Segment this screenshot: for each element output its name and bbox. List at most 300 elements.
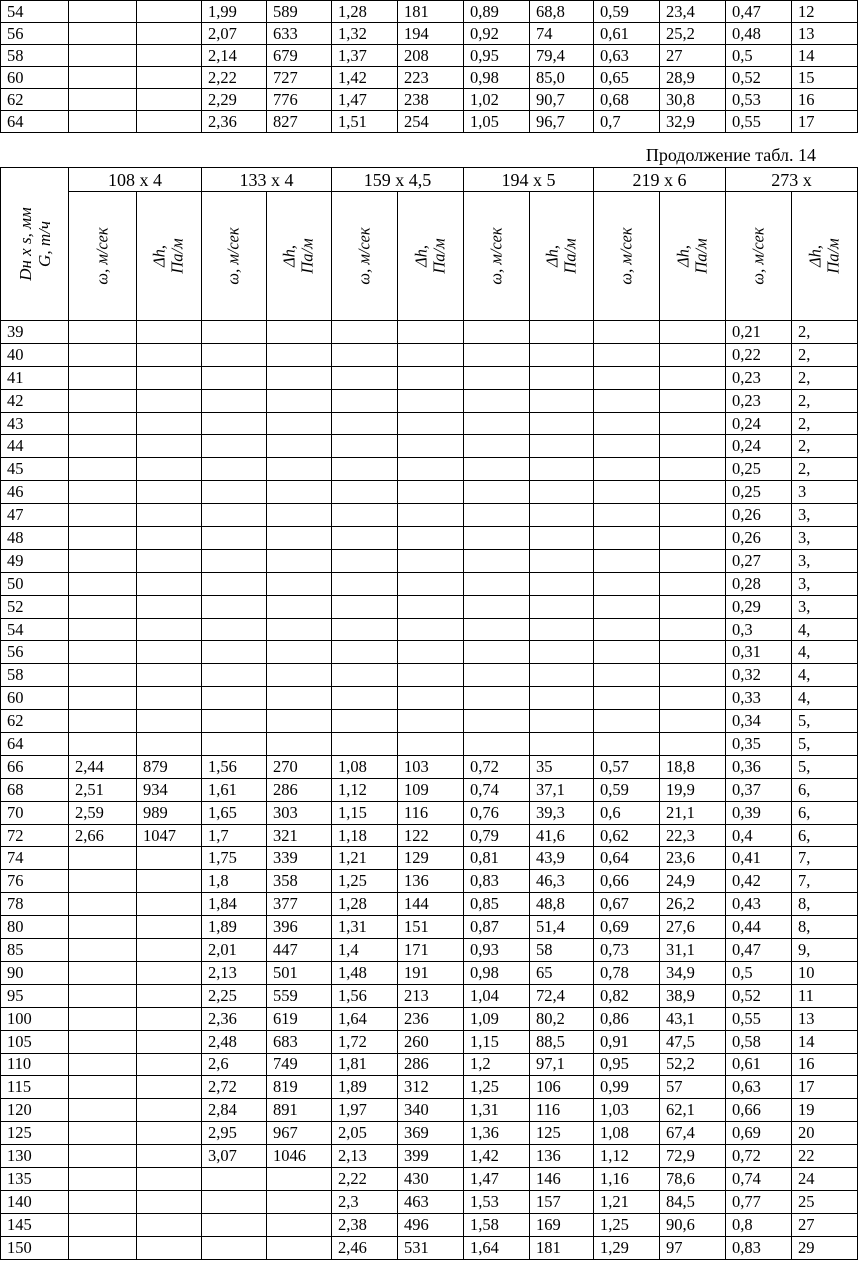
pressure-drop-cell (398, 733, 464, 756)
pipe-size-133: 133 х 4 (202, 168, 332, 192)
pressure-drop-cell (398, 618, 464, 641)
velocity-cell (69, 641, 137, 664)
flow-rate-cell: 68 (1, 778, 69, 801)
pressure-drop-cell (267, 321, 332, 344)
velocity-cell: 1,25 (464, 1076, 530, 1099)
pressure-drop-cell (137, 1, 202, 23)
table-row (1, 801, 858, 824)
velocity-cell (202, 1236, 267, 1259)
velocity-cell (332, 549, 398, 572)
pressure-drop-cell: 749 (267, 1053, 332, 1076)
pressure-drop-unit: Па/м (560, 238, 580, 274)
velocity-cell: 1,89 (202, 916, 267, 939)
flow-rate-cell: 62 (1, 710, 69, 733)
velocity-cell: 1,53 (464, 1190, 530, 1213)
velocity-cell: 0,8 (726, 1213, 792, 1236)
pressure-drop-cell (660, 504, 726, 527)
pressure-drop-cell: 84,5 (660, 1190, 726, 1213)
pressure-drop-cell (137, 89, 202, 111)
flow-rate-cell: 95 (1, 984, 69, 1007)
velocity-cell: 0,86 (594, 1007, 660, 1030)
velocity-cell: 0,85 (464, 893, 530, 916)
velocity-cell (594, 664, 660, 687)
velocity-cell: 0,98 (464, 961, 530, 984)
pressure-drop-cell: 10 (792, 961, 858, 984)
pressure-drop-cell: 78,6 (660, 1167, 726, 1190)
pressure-drop-cell: 208 (398, 45, 464, 67)
table-row (1, 343, 858, 366)
flow-rate-cell: 64 (1, 111, 69, 133)
pressure-drop-cell: 463 (398, 1190, 464, 1213)
velocity-cell: 2,66 (69, 824, 137, 847)
velocity-cell (69, 1, 137, 23)
pressure-drop-cell: 17 (792, 111, 858, 133)
pressure-drop-cell: 32,9 (660, 111, 726, 133)
velocity-label: ω, м/сек (486, 227, 506, 285)
velocity-cell: 0,39 (726, 801, 792, 824)
pressure-drop-cell (530, 389, 594, 412)
table-row (1, 89, 858, 111)
pressure-drop-cell: 169 (530, 1213, 594, 1236)
pressure-drop-cell: 194 (398, 23, 464, 45)
pressure-drop-cell: 321 (267, 824, 332, 847)
velocity-cell (202, 664, 267, 687)
velocity-cell: 2,36 (202, 1007, 267, 1030)
pressure-drop-cell: 171 (398, 939, 464, 962)
pressure-drop-cell: 827 (267, 111, 332, 133)
velocity-cell (69, 23, 137, 45)
pressure-drop-cell: 106 (530, 1076, 594, 1099)
flow-rate-cell: 120 (1, 1099, 69, 1122)
table-row (1, 1, 858, 23)
pressure-drop-cell: 679 (267, 45, 332, 67)
flow-rate-cell: 76 (1, 870, 69, 893)
velocity-cell: 2,22 (332, 1167, 398, 1190)
velocity-cell (202, 435, 267, 458)
pressure-drop-cell (137, 1053, 202, 1076)
table-row (1, 687, 858, 710)
pressure-drop-cell: 213 (398, 984, 464, 1007)
pressure-drop-cell: 260 (398, 1030, 464, 1053)
velocity-cell (464, 527, 530, 550)
table-row (1, 1099, 858, 1122)
pressure-drop-cell: 46,3 (530, 870, 594, 893)
velocity-cell (69, 1007, 137, 1030)
velocity-cell: 1,7 (202, 824, 267, 847)
velocity-cell: 1,15 (332, 801, 398, 824)
velocity-cell: 1,28 (332, 1, 398, 23)
velocity-cell: 1,18 (332, 824, 398, 847)
velocity-cell: 0,52 (726, 67, 792, 89)
velocity-cell (464, 664, 530, 687)
velocity-cell (332, 321, 398, 344)
pressure-drop-cell (137, 687, 202, 710)
pressure-drop-cell: 989 (137, 801, 202, 824)
flow-rate-cell: 60 (1, 67, 69, 89)
pressure-drop-cell (137, 664, 202, 687)
pipe-size-273: 273 х (726, 168, 858, 192)
pressure-drop-cell: 619 (267, 1007, 332, 1030)
velocity-cell (594, 595, 660, 618)
pressure-drop-cell: 23,4 (660, 1, 726, 23)
pressure-drop-cell: 6, (792, 824, 858, 847)
velocity-cell: 0,89 (464, 1, 530, 23)
units-header-row (1, 192, 858, 321)
pressure-drop-cell (530, 435, 594, 458)
velocity-cell (594, 710, 660, 733)
velocity-cell: 0,26 (726, 504, 792, 527)
pressure-drop-cell (137, 1213, 202, 1236)
pressure-drop-cell (530, 458, 594, 481)
velocity-cell (69, 870, 137, 893)
pressure-drop-cell (660, 549, 726, 572)
pressure-drop-cell (137, 893, 202, 916)
pressure-drop-cell: 24 (792, 1167, 858, 1190)
pressure-drop-cell: 3 (792, 481, 858, 504)
pressure-drop-cell: 967 (267, 1122, 332, 1145)
pressure-drop-cell (137, 366, 202, 389)
pressure-drop-cell: 74 (530, 23, 594, 45)
velocity-cell: 1,56 (202, 755, 267, 778)
pressure-drop-cell: 3, (792, 527, 858, 550)
velocity-cell: 0,22 (726, 343, 792, 366)
pressure-drop-cell: 97 (660, 1236, 726, 1259)
pressure-drop-cell: 103 (398, 755, 464, 778)
pressure-drop-cell (137, 23, 202, 45)
pressure-drop-cell: 41,6 (530, 824, 594, 847)
velocity-cell: 0,69 (594, 916, 660, 939)
pressure-drop-cell (137, 458, 202, 481)
pressure-drop-cell: 26,2 (660, 893, 726, 916)
table-row (1, 1030, 858, 1053)
pressure-drop-cell (660, 481, 726, 504)
velocity-cell: 3,07 (202, 1145, 267, 1168)
pressure-drop-cell: 25 (792, 1190, 858, 1213)
pressure-drop-cell: 303 (267, 801, 332, 824)
velocity-cell: 2,01 (202, 939, 267, 962)
velocity-cell: 1,36 (464, 1122, 530, 1145)
velocity-cell: 0,29 (726, 595, 792, 618)
pressure-drop-cell (267, 1167, 332, 1190)
pressure-drop-cell: 7, (792, 847, 858, 870)
pressure-drop-cell: 21,1 (660, 801, 726, 824)
pressure-drop-cell (398, 389, 464, 412)
velocity-cell (69, 664, 137, 687)
table-row (1, 45, 858, 67)
pressure-drop-cell: 52,2 (660, 1053, 726, 1076)
velocity-cell: 1,42 (464, 1145, 530, 1168)
velocity-cell (69, 847, 137, 870)
pipe-size-219: 219 х 6 (594, 168, 726, 192)
pressure-drop-cell (660, 687, 726, 710)
velocity-cell: 1,31 (332, 916, 398, 939)
velocity-cell (594, 481, 660, 504)
velocity-cell: 1,25 (332, 870, 398, 893)
velocity-cell: 0,64 (594, 847, 660, 870)
pressure-drop-cell: 340 (398, 1099, 464, 1122)
flow-rate-cell: 54 (1, 1, 69, 23)
pressure-drop-cell: 24,9 (660, 870, 726, 893)
table-caption: Продолжение табл. 14 (645, 145, 816, 165)
table-row (1, 1053, 858, 1076)
velocity-cell (202, 572, 267, 595)
velocity-cell: 0,53 (726, 89, 792, 111)
pressure-drop-cell: 85,0 (530, 67, 594, 89)
velocity-header (332, 192, 398, 321)
table-row (1, 1167, 858, 1190)
velocity-cell (594, 687, 660, 710)
velocity-cell: 0,26 (726, 527, 792, 550)
pressure-drop-cell: 633 (267, 23, 332, 45)
pressure-drop-cell (137, 549, 202, 572)
pressure-drop-cell: 116 (530, 1099, 594, 1122)
velocity-cell: 0,83 (726, 1236, 792, 1259)
velocity-cell (69, 527, 137, 550)
pressure-drop-cell: 819 (267, 1076, 332, 1099)
pressure-drop-cell (137, 412, 202, 435)
velocity-cell: 1,05 (464, 111, 530, 133)
velocity-cell (69, 89, 137, 111)
velocity-cell (202, 1190, 267, 1213)
pressure-drop-cell (398, 595, 464, 618)
pressure-drop-cell: 90,6 (660, 1213, 726, 1236)
velocity-cell: 0,98 (464, 67, 530, 89)
pressure-drop-cell (530, 618, 594, 641)
pressure-drop-cell (398, 687, 464, 710)
velocity-cell (464, 618, 530, 641)
velocity-cell (202, 481, 267, 504)
pressure-drop-cell (398, 572, 464, 595)
pressure-drop-cell: 6, (792, 778, 858, 801)
velocity-cell (69, 1053, 137, 1076)
velocity-cell (332, 366, 398, 389)
pressure-drop-cell: 72,4 (530, 984, 594, 1007)
pressure-drop-cell: 28,9 (660, 67, 726, 89)
velocity-cell: 0,3 (726, 618, 792, 641)
velocity-cell (594, 412, 660, 435)
pressure-drop-cell: 136 (398, 870, 464, 893)
velocity-cell: 0,4 (726, 824, 792, 847)
pressure-drop-cell: 2, (792, 435, 858, 458)
flow-rate-cell: 90 (1, 961, 69, 984)
velocity-cell: 1,58 (464, 1213, 530, 1236)
velocity-cell: 0,61 (594, 23, 660, 45)
velocity-cell: 0,93 (464, 939, 530, 962)
velocity-cell: 0,62 (594, 824, 660, 847)
velocity-cell: 1,64 (332, 1007, 398, 1030)
velocity-cell (594, 572, 660, 595)
flow-rate-cell: 140 (1, 1190, 69, 1213)
velocity-cell (594, 641, 660, 664)
velocity-cell: 0,25 (726, 458, 792, 481)
pressure-drop-cell: 2, (792, 366, 858, 389)
velocity-cell: 0,36 (726, 755, 792, 778)
pressure-drop-cell: 6, (792, 801, 858, 824)
table-row (1, 572, 858, 595)
pressure-drop-cell (137, 481, 202, 504)
pressure-drop-cell (660, 343, 726, 366)
velocity-cell: 1,08 (594, 1122, 660, 1145)
pressure-drop-cell: 125 (530, 1122, 594, 1145)
velocity-cell: 0,35 (726, 733, 792, 756)
flow-rate-cell: 130 (1, 1145, 69, 1168)
pressure-drop-cell: 30,8 (660, 89, 726, 111)
velocity-cell (332, 481, 398, 504)
pressure-drop-cell: 48,8 (530, 893, 594, 916)
pressure-drop-cell: 39,3 (530, 801, 594, 824)
pressure-drop-cell (137, 1145, 202, 1168)
velocity-cell: 2,6 (202, 1053, 267, 1076)
pressure-drop-header (530, 192, 594, 321)
pressure-drop-cell: 25,2 (660, 23, 726, 45)
velocity-cell: 1,16 (594, 1167, 660, 1190)
pressure-drop-cell (137, 67, 202, 89)
velocity-cell (464, 435, 530, 458)
pressure-drop-cell: 12 (792, 1, 858, 23)
pressure-drop-symbol: Δh, (150, 244, 169, 268)
pressure-drop-cell (530, 595, 594, 618)
pressure-drop-cell: 122 (398, 824, 464, 847)
pressure-drop-cell: 15 (792, 67, 858, 89)
velocity-cell (594, 343, 660, 366)
pressure-drop-cell (530, 549, 594, 572)
velocity-cell: 2,48 (202, 1030, 267, 1053)
table-row (1, 1236, 858, 1259)
flow-rate-cell: 46 (1, 481, 69, 504)
table-row (1, 1122, 858, 1145)
velocity-cell: 0,69 (726, 1122, 792, 1145)
velocity-cell: 0,63 (726, 1076, 792, 1099)
flow-rate-cell: 100 (1, 1007, 69, 1030)
pressure-drop-cell: 14 (792, 45, 858, 67)
pressure-drop-cell (398, 321, 464, 344)
velocity-cell: 0,95 (594, 1053, 660, 1076)
velocity-cell (464, 549, 530, 572)
pressure-drop-cell: 67,4 (660, 1122, 726, 1145)
pressure-drop-cell (267, 435, 332, 458)
velocity-cell (69, 1145, 137, 1168)
header-dimension-label: Dн x s, мм (15, 207, 35, 281)
pressure-drop-cell (398, 366, 464, 389)
velocity-cell: 0,24 (726, 412, 792, 435)
flow-rate-cell: 45 (1, 458, 69, 481)
flow-rate-cell: 66 (1, 755, 69, 778)
pressure-drop-cell: 683 (267, 1030, 332, 1053)
table-row (1, 824, 858, 847)
pressure-drop-cell: 23,6 (660, 847, 726, 870)
velocity-cell: 0,74 (464, 778, 530, 801)
pressure-drop-cell (660, 618, 726, 641)
velocity-cell (464, 321, 530, 344)
velocity-cell: 1,09 (464, 1007, 530, 1030)
velocity-cell (69, 67, 137, 89)
velocity-header (202, 192, 267, 321)
pressure-drop-cell: 72,9 (660, 1145, 726, 1168)
velocity-cell: 2,13 (332, 1145, 398, 1168)
velocity-cell (464, 733, 530, 756)
velocity-cell (202, 710, 267, 733)
pressure-drop-cell (530, 321, 594, 344)
velocity-cell: 0,59 (594, 778, 660, 801)
velocity-cell (202, 618, 267, 641)
pressure-drop-cell (530, 504, 594, 527)
velocity-cell: 0,72 (726, 1145, 792, 1168)
pressure-drop-cell: 136 (530, 1145, 594, 1168)
pressure-drop-cell: 22 (792, 1145, 858, 1168)
pressure-drop-cell: 22,3 (660, 824, 726, 847)
pressure-drop-cell: 65 (530, 961, 594, 984)
velocity-cell: 0,66 (726, 1099, 792, 1122)
velocity-cell: 0,47 (726, 939, 792, 962)
velocity-cell (594, 549, 660, 572)
velocity-cell (69, 1236, 137, 1259)
velocity-cell (69, 481, 137, 504)
table-row (1, 1145, 858, 1168)
pressure-drop-cell (137, 1122, 202, 1145)
velocity-cell: 0,57 (594, 755, 660, 778)
flow-rate-cell: 58 (1, 45, 69, 67)
pressure-drop-cell: 358 (267, 870, 332, 893)
velocity-cell (464, 458, 530, 481)
flow-rate-cell: 50 (1, 572, 69, 595)
velocity-cell (69, 939, 137, 962)
velocity-cell: 0,81 (464, 847, 530, 870)
pressure-drop-cell (137, 618, 202, 641)
pressure-drop-cell: 16 (792, 1053, 858, 1076)
velocity-cell: 1,32 (332, 23, 398, 45)
pressure-drop-cell (137, 1190, 202, 1213)
velocity-cell (202, 1213, 267, 1236)
pressure-drop-cell: 531 (398, 1236, 464, 1259)
flow-rate-cell: 41 (1, 366, 69, 389)
table-row (1, 755, 858, 778)
pressure-drop-cell (267, 687, 332, 710)
pressure-drop-cell (530, 664, 594, 687)
velocity-cell (202, 527, 267, 550)
velocity-cell: 1,56 (332, 984, 398, 1007)
pressure-drop-symbol: Δh, (411, 244, 431, 268)
table-row (1, 916, 858, 939)
pressure-drop-cell (398, 710, 464, 733)
flow-rate-cell: 78 (1, 893, 69, 916)
pressure-drop-cell (267, 1190, 332, 1213)
velocity-cell: 2,22 (202, 67, 267, 89)
velocity-cell (332, 641, 398, 664)
velocity-cell (464, 389, 530, 412)
pressure-drop-unit: Па/м (691, 238, 711, 274)
velocity-cell: 1,02 (464, 89, 530, 111)
pressure-drop-cell (530, 687, 594, 710)
pressure-drop-cell (137, 961, 202, 984)
velocity-cell: 0,43 (726, 893, 792, 916)
velocity-cell: 0,41 (726, 847, 792, 870)
pressure-drop-cell (398, 412, 464, 435)
velocity-cell (202, 343, 267, 366)
velocity-cell (69, 595, 137, 618)
pressure-drop-cell (267, 412, 332, 435)
pressure-drop-cell (398, 641, 464, 664)
pressure-drop-cell (137, 572, 202, 595)
velocity-cell: 2,25 (202, 984, 267, 1007)
flow-rate-cell: 64 (1, 733, 69, 756)
velocity-cell (594, 504, 660, 527)
pressure-drop-cell (660, 321, 726, 344)
velocity-cell (332, 458, 398, 481)
pressure-drop-cell (137, 984, 202, 1007)
velocity-cell (202, 366, 267, 389)
pressure-drop-cell (267, 366, 332, 389)
pressure-drop-cell: 501 (267, 961, 332, 984)
